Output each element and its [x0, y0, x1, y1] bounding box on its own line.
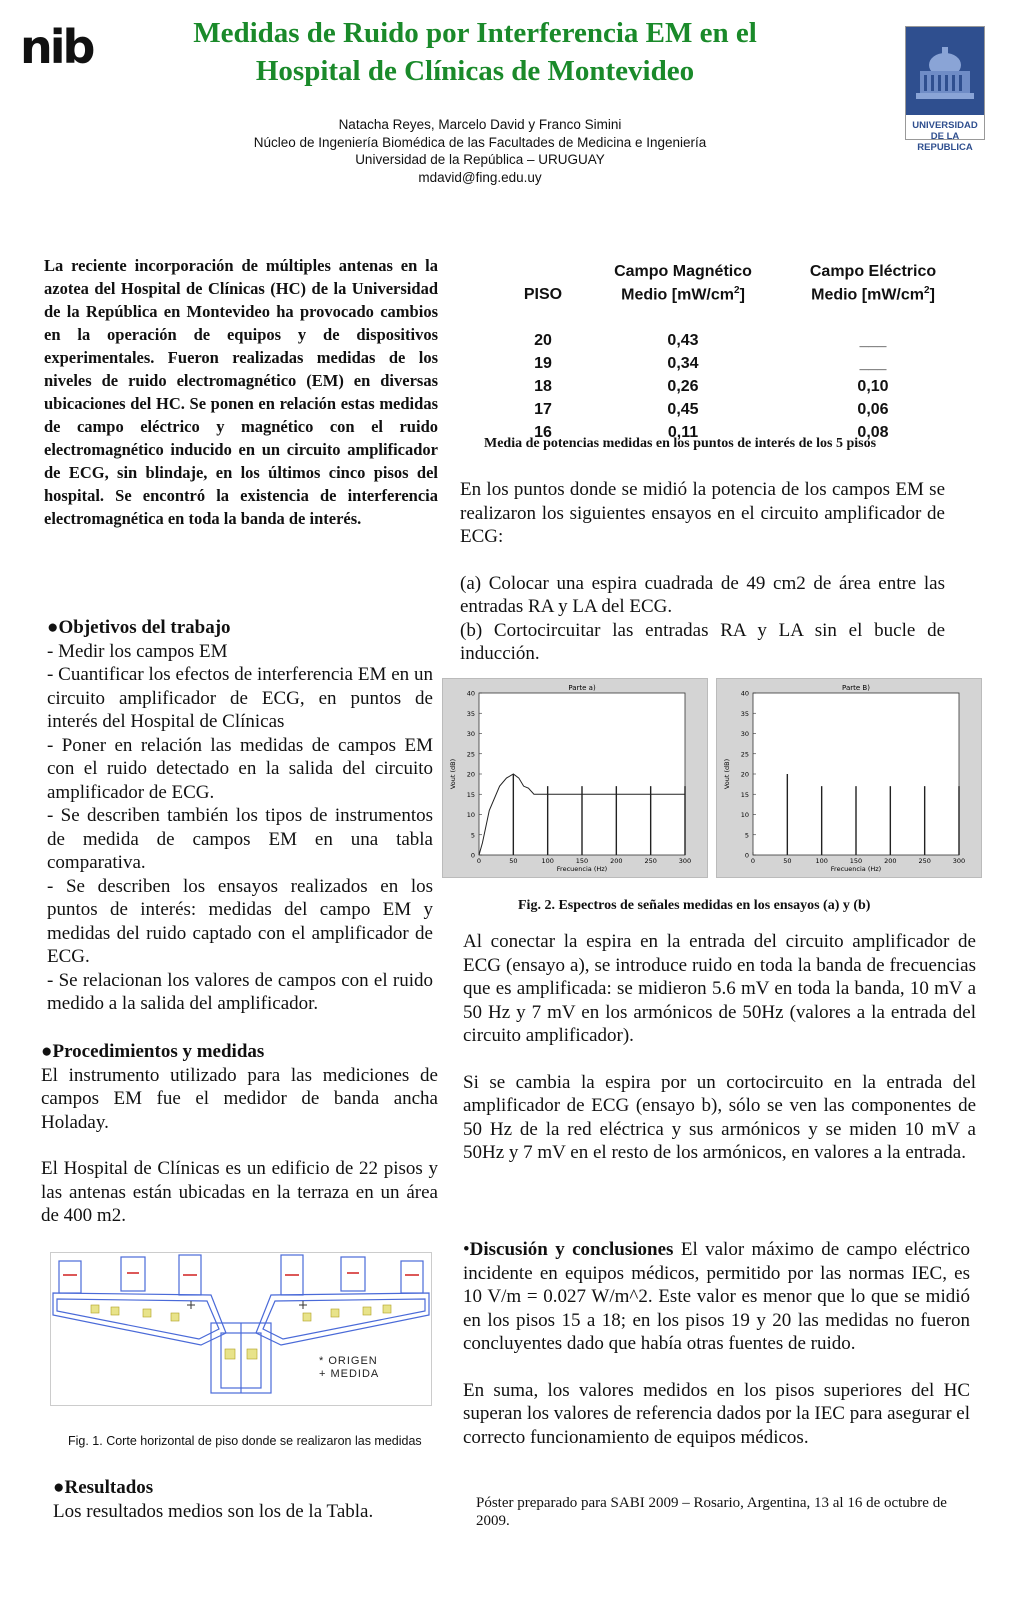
chart-title: Parte a) [568, 684, 596, 692]
abstract: La reciente incorporación de múltiples antenas en la azotea del Hospital de Clínicas (HC) de la Universidad de la República en Montevideo ha provocado cambios en la operación de equipos y de dispositivos experimentales. Fueron realizadas medidas de los niveles de ruido electromagnético (EM) en diversas ubicaciones del HC. Se ponen en relación estas medidas de campo eléctrico y magnético con el ruido electromagnético inducido en un circuito amplificador de ECG, sin blindaje, en los últimos cinco pisos del hospital. Se encontró la existencia de interferencia electromagnética en toda la banda de interés. [44, 256, 438, 528]
table-row: 19 0,34 ___ [534, 354, 887, 372]
x-tick-label: 250 [918, 857, 931, 865]
objetivos-heading: Objetivos del trabajo [58, 617, 231, 638]
x-tick-label: 200 [610, 857, 623, 865]
fig2-caption: Fig. 2. Espectros de señales medidas en los ensayos (a) y (b) [518, 898, 871, 913]
universidad-logo [905, 26, 985, 153]
chart-parte-a [442, 678, 708, 878]
procedimientos-section [41, 1040, 438, 1228]
th-campo-electrico: Campo Eléctrico [809, 262, 937, 280]
y-axis-label: Vout (dB) [449, 758, 457, 790]
th-mag-unit: Medio $[mW/cm^2]$ [621, 284, 745, 304]
analysis-p1: Al conectar la espira en la entrada del circuito amplificador de ECG (ensayo a), se introduce ruido en toda la banda de frecuencias que es amplificada: se midieron 5.6 mV en toda la banda, 10 mV a 50 Hz y 7 mV en los armónicos de 50Hz (valores a la entrada del circuito amplificador). [463, 931, 976, 1046]
resultados-heading: Resultados [64, 1477, 154, 1498]
footer-note: Póster preparado para SABI 2009 – Rosario, Argentina, 13 al 16 de octubre de 2009. [476, 1495, 947, 1529]
ensayo-a: (a) Colocar una espira cuadrada de 49 cm2 de área entre las entradas RA y LA del ECG. [460, 572, 945, 617]
ensayo-b: (b) Cortocircuitar las entradas RA y LA sin el bucle de inducción. [460, 619, 945, 664]
objetivo-item-5: - Se describen los ensayos realizados en los puntos de interés: medidas del campo EM y medidas del ruido captado con el amplificador de ECG. [47, 875, 433, 967]
th-piso: PISO [523, 285, 563, 303]
x-tick-label: 300 [678, 857, 692, 865]
fig1-caption: Fig. 1. Corte horizontal de piso donde se realizaron las medidas [68, 1434, 422, 1448]
y-tick-label: 5 [470, 831, 475, 840]
chart-parte-b [716, 678, 982, 878]
chart-title: Parte B) [842, 684, 870, 692]
table-row: 20 0,43 ___ [534, 331, 887, 349]
nib-logo: nib [20, 20, 93, 74]
x-tick-label: 250 [644, 857, 657, 865]
x-tick-label: 300 [952, 857, 966, 865]
y-tick-label: 35 [740, 709, 749, 718]
procedimientos-p1: El instrumento utilizado para las mediciones de campos EM fue el medidor de banda ancha Holaday. [41, 1064, 438, 1133]
x-tick-label: 50 [783, 857, 792, 865]
authors: Natacha Reyes, Marcelo David y Franco Simini [338, 117, 622, 132]
discusion-p2: En suma, los valores medidos en los pisos superiores del HC superan los valores de referencia dados por la IEC para asegurar el correcto funcionamiento de equipos médicos. [463, 1379, 970, 1448]
ensayos-section [460, 478, 945, 666]
x-tick-label: 100 [541, 857, 554, 865]
objetivo-item-1: - Medir los campos EM [47, 640, 228, 662]
x-tick-label: 50 [509, 857, 518, 865]
y-tick-label: 10 [466, 811, 475, 819]
objetivos-section [47, 616, 433, 1016]
y-tick-label: 5 [744, 831, 749, 840]
procedimientos-heading: Procedimientos y medidas [52, 1041, 265, 1062]
y-tick-label: 0 [470, 851, 475, 860]
x-axis-label: Frecuencia (Hz) [556, 865, 608, 873]
results-table [498, 260, 968, 444]
y-tick-label: 25 [466, 750, 475, 759]
analysis-section [463, 930, 976, 1165]
procedimientos-p2: El Hospital de Clínicas es un edificio de 22 pisos y las antenas están ubicadas en la terraza en un área de 400 m2. [41, 1158, 438, 1226]
x-tick-label: 150 [849, 857, 863, 865]
resultados-text: Los resultados medios son los de la Tabla. [53, 1500, 374, 1522]
floor-plan-drawing [51, 1253, 431, 1405]
bullet-icon: ● [47, 617, 59, 638]
discusion-heading: Discusión y conclusiones [469, 1239, 674, 1260]
x-tick-label: 0 [476, 857, 482, 865]
x-tick-label: 100 [815, 857, 828, 865]
title-line-2: Hospital de Clínicas de Montevideo [255, 55, 695, 87]
th-campo-magnetico: Campo Magnético [614, 262, 752, 280]
logo-line-2: DE LA REPUBLICA [917, 131, 973, 153]
results-table-block [498, 260, 968, 444]
y-tick-label: 30 [466, 730, 475, 738]
objetivo-item-6: - Se relacionan los valores de campos con el ruido medido a la salida del amplificador. [47, 969, 433, 1014]
y-tick-label: 40 [740, 689, 749, 698]
legend-medida: + MEDIDA [319, 1368, 380, 1380]
objetivo-item-4: - Se describen también los tipos de instrumentos de medida de campos EM en una tabla comparativa. [47, 805, 433, 873]
y-tick-label: 15 [466, 790, 475, 799]
x-tick-label: 150 [575, 857, 589, 865]
y-tick-label: 25 [740, 750, 749, 759]
legend-origen: * ORIGEN [319, 1355, 378, 1367]
x-tick-label: 200 [884, 857, 897, 865]
university: Universidad de la República – URUGUAY [355, 152, 605, 167]
x-tick-label: 0 [750, 857, 756, 865]
resultados-section [53, 1476, 453, 1523]
discusion-paragraph [463, 1238, 970, 1356]
author-block [200, 116, 760, 186]
bullet-icon: ● [53, 1477, 65, 1498]
email: mdavid@fing.edu.uy [418, 169, 542, 185]
table-row: 16 0,11 0,08 [534, 423, 889, 441]
chart-b-svg [717, 679, 981, 877]
logo-line-1: UNIVERSIDAD [912, 120, 978, 131]
chart-a-svg [443, 679, 707, 877]
x-axis-label: Frecuencia (Hz) [830, 865, 882, 873]
th-ele-unit: Medio $[mW/cm^2]$ [811, 284, 935, 304]
ensayos-intro: En los puntos donde se midió la potencia de los campos EM se realizaron los siguientes ensayos en el circuito amplificador de ECG: [460, 479, 945, 547]
analysis-p2: Si se cambia la espira por un cortocircuito en la entrada del amplificador de ECG (ensayo b), sólo se ven las componentes de 50 Hz de la red eléctrica y sus armónicos y se miden 10 mV a 50Hz y 7 mV en el resto de los armónicos, en valores a la entrada. [463, 1071, 976, 1163]
y-tick-label: 30 [740, 730, 749, 738]
y-axis-label: Vout (dB) [723, 758, 731, 790]
y-tick-label: 10 [740, 811, 749, 819]
y-tick-label: 35 [466, 709, 475, 718]
poster-title [140, 14, 810, 90]
y-tick-label: 40 [466, 689, 475, 698]
affiliation: Núcleo de Ingeniería Biomédica de las Facultades de Medicina e Ingeniería [253, 134, 707, 150]
y-tick-label: 20 [740, 770, 749, 779]
table-row: 17 0,45 0,06 [534, 400, 889, 418]
table-row: 18 0,26 0,10 [534, 377, 889, 395]
y-tick-label: 15 [740, 790, 749, 799]
table-caption: Media de potencias medidas en los puntos de interés de los 5 pisos [484, 436, 877, 451]
bullet-icon: • [463, 1239, 470, 1260]
objetivo-item-3: - Poner en relación las medidas de campos EM con el ruido detectado en la salida del circuito amplificador de ECG. [47, 734, 433, 803]
objetivo-item-2: - Cuantificar los efectos de interferencia EM en un circuito amplificador de ECG, en puntos de interés del Hospital de Clínicas [47, 664, 433, 732]
discusion-text: El valor máximo de campo eléctrico incidente en equipos médicos, permitido por las normas IEC, es 10 V/m = 0.027 W/m^2. Este valor es menor que lo que se midió en los pisos 15 a 18; en los pisos 19 y 20 las medidas no fueron concluyentes dado que había otras fuentes de ruido. [463, 1239, 970, 1354]
discusion-section [463, 1238, 970, 1449]
floor-plan-figure [50, 1252, 432, 1406]
university-building-icon [906, 27, 984, 115]
bullet-icon: ● [41, 1041, 53, 1062]
y-tick-label: 20 [466, 770, 475, 779]
y-tick-label: 0 [744, 851, 749, 860]
title-line-1: Medidas de Ruido por Interferencia EM en el [193, 17, 757, 49]
